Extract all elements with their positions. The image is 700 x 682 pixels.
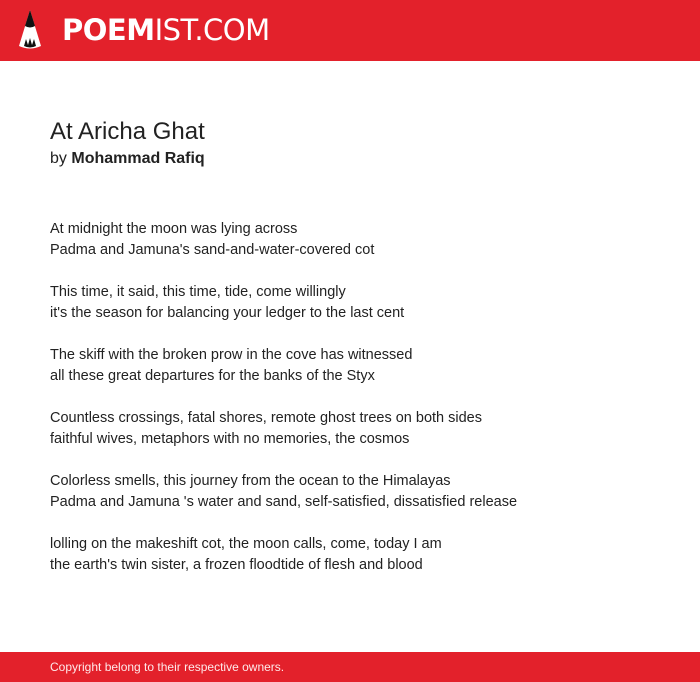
- pencil-icon[interactable]: [17, 9, 43, 51]
- byline: [50, 149, 205, 169]
- poem-line: lolling on the makeshift cot, the moon calls, come, today I am: [50, 536, 442, 552]
- stanza: [50, 471, 670, 513]
- poem-line: Padma and Jamuna's sand-and-water-covered cot: [50, 242, 375, 258]
- poem-line: Padma and Jamuna 's water and sand, self-satisfied, dissatisfied release: [50, 494, 518, 510]
- poem-line: Countless crossings, fatal shores, remote ghost trees on both sides: [50, 410, 482, 426]
- poem-body: [50, 219, 670, 597]
- poem-line: The skiff with the broken prow in the cove has witnessed: [50, 347, 413, 363]
- copyright-text: Copyright belong to their respective owners.: [50, 660, 285, 674]
- stanza: [50, 219, 670, 261]
- site-header: [0, 0, 700, 61]
- poem-line: At midnight the moon was lying across: [50, 221, 298, 237]
- logo-light-text: IST.COM: [154, 13, 270, 47]
- stanza: [50, 534, 670, 576]
- logo-bold-text: POEM: [62, 13, 155, 47]
- site-footer: [0, 652, 700, 682]
- poem-line: all these great departures for the banks of the Styx: [50, 368, 375, 384]
- poem-line: faithful wives, metaphors with no memories, the cosmos: [50, 431, 410, 447]
- poem-title: At Aricha Ghat: [50, 118, 205, 145]
- poem-line: This time, it said, this time, tide, come willingly: [50, 284, 346, 300]
- poem-line: the earth's twin sister, a frozen floodtide of flesh and blood: [50, 557, 423, 573]
- site-logo[interactable]: [62, 13, 270, 47]
- poem-line: it's the season for balancing your ledger to the last cent: [50, 305, 405, 321]
- byline-prefix: by: [50, 150, 67, 167]
- author-name: Mohammad Rafiq: [71, 150, 205, 167]
- stanza: [50, 408, 670, 450]
- stanza: [50, 345, 670, 387]
- stanza: [50, 282, 670, 324]
- poem-line: Colorless smells, this journey from the ocean to the Himalayas: [50, 473, 451, 489]
